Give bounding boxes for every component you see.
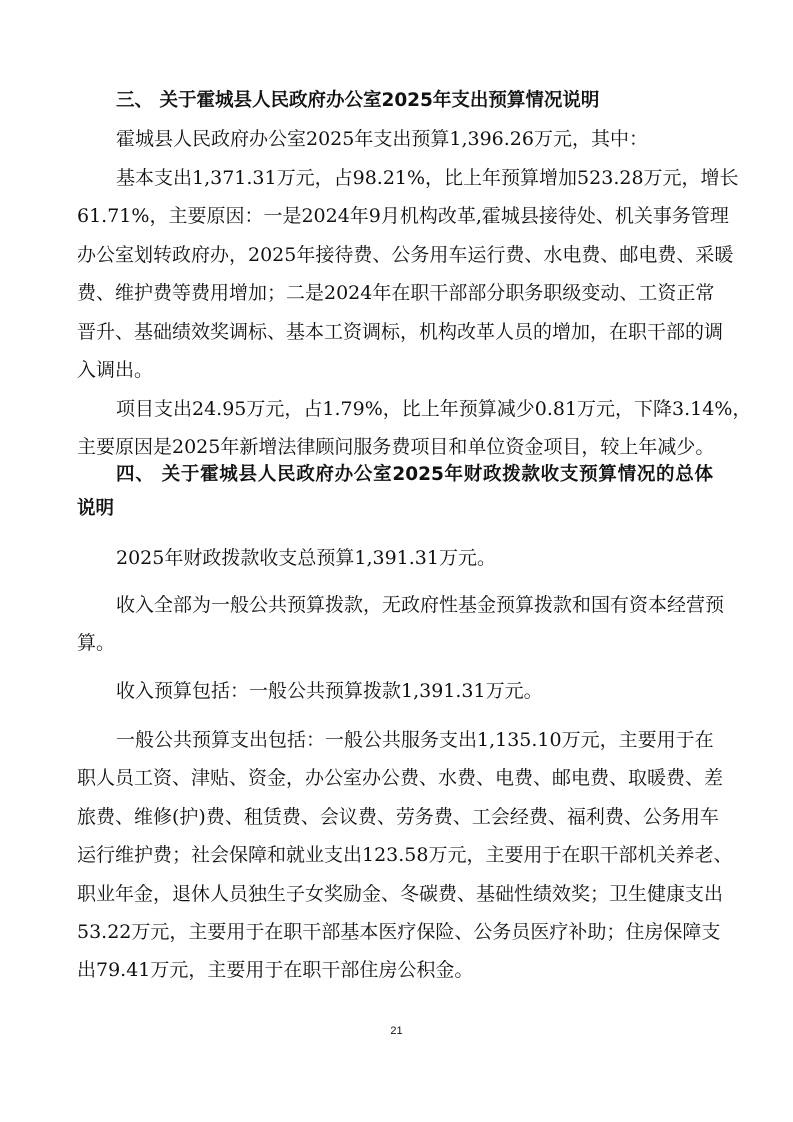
paragraph-line: 基本支出1,371.31万元，占98.21%，比上年预算增加523.28万元，增长: [116, 167, 739, 189]
paragraph-line: 运行维护费；社会保障和就业支出123.58万元，主要用于在职干部机关养老、: [77, 844, 733, 866]
paragraph-line: 旅费、维修(护)费、租赁费、会议费、劳务费、工会经费、福利费、公务用车: [77, 806, 719, 828]
paragraph-line: 费、维护费等费用增加；二是2024年在职干部部分职务职级变动、工资正常: [77, 282, 715, 304]
paragraph-line: 霍城县人民政府办公室2025年支出预算1,396.26万元，其中：: [116, 128, 648, 150]
paragraph-line: 53.22万元，主要用于在职干部基本医疗保险、公务员医疗补助；住房保障支: [77, 921, 721, 943]
paragraph-line: 2025年财政拨款收支总预算1,391.31万元。: [116, 547, 496, 569]
section-4-heading: 四、 关于霍城县人民政府办公室2025年财政拨款收支预算情况的总体: [116, 464, 713, 485]
paragraph-line: 61.71%，主要原因：一是2024年9月机构改革,霍城县接待处、机关事务管理: [77, 205, 729, 227]
paragraph-line: 入调出。: [77, 359, 154, 381]
page-number: 21: [390, 1025, 403, 1037]
paragraph-line: 主要原因是2025年新增法律顾问服务费项目和单位资金项目，较上年减少。: [77, 436, 715, 458]
paragraph-line: 收入预算包括：一般公共预算拨款1,391.31万元。: [116, 680, 543, 702]
paragraph-line: 职业年金，退休人员独生子女奖励金、冬碳费、基础性绩效奖；卫生健康支出: [77, 883, 724, 905]
paragraph-line: 算。: [77, 632, 116, 654]
paragraph-line: 项目支出24.95万元，占1.79%，比上年预算减少0.81万元，下降3.14%，: [116, 398, 752, 420]
paragraph-line: 出79.41万元，主要用于在职干部住房公积金。: [77, 959, 474, 981]
paragraph-line: 职人员工资、津贴、资金，办公室办公费、水费、电费、邮电费、取暖费、差: [77, 767, 724, 789]
paragraph-line: 晋升、基础绩效奖调标、基本工资调标，机构改革人员的增加，在职干部的调: [77, 321, 724, 343]
paragraph-line: 办公室划转政府办，2025年接待费、公务用车运行费、水电费、邮电费、采暖: [77, 244, 734, 266]
paragraph-line: 收入全部为一般公共预算拨款，无政府性基金预算拨款和国有资本经营预: [116, 594, 725, 616]
section-3-heading: 三、 关于霍城县人民政府办公室2025年支出预算情况说明: [116, 90, 600, 111]
section-4-heading-cont: 说明: [77, 498, 115, 519]
paragraph-line: 一般公共预算支出包括：一般公共服务支出1,135.10万元，主要用于在: [116, 729, 714, 751]
